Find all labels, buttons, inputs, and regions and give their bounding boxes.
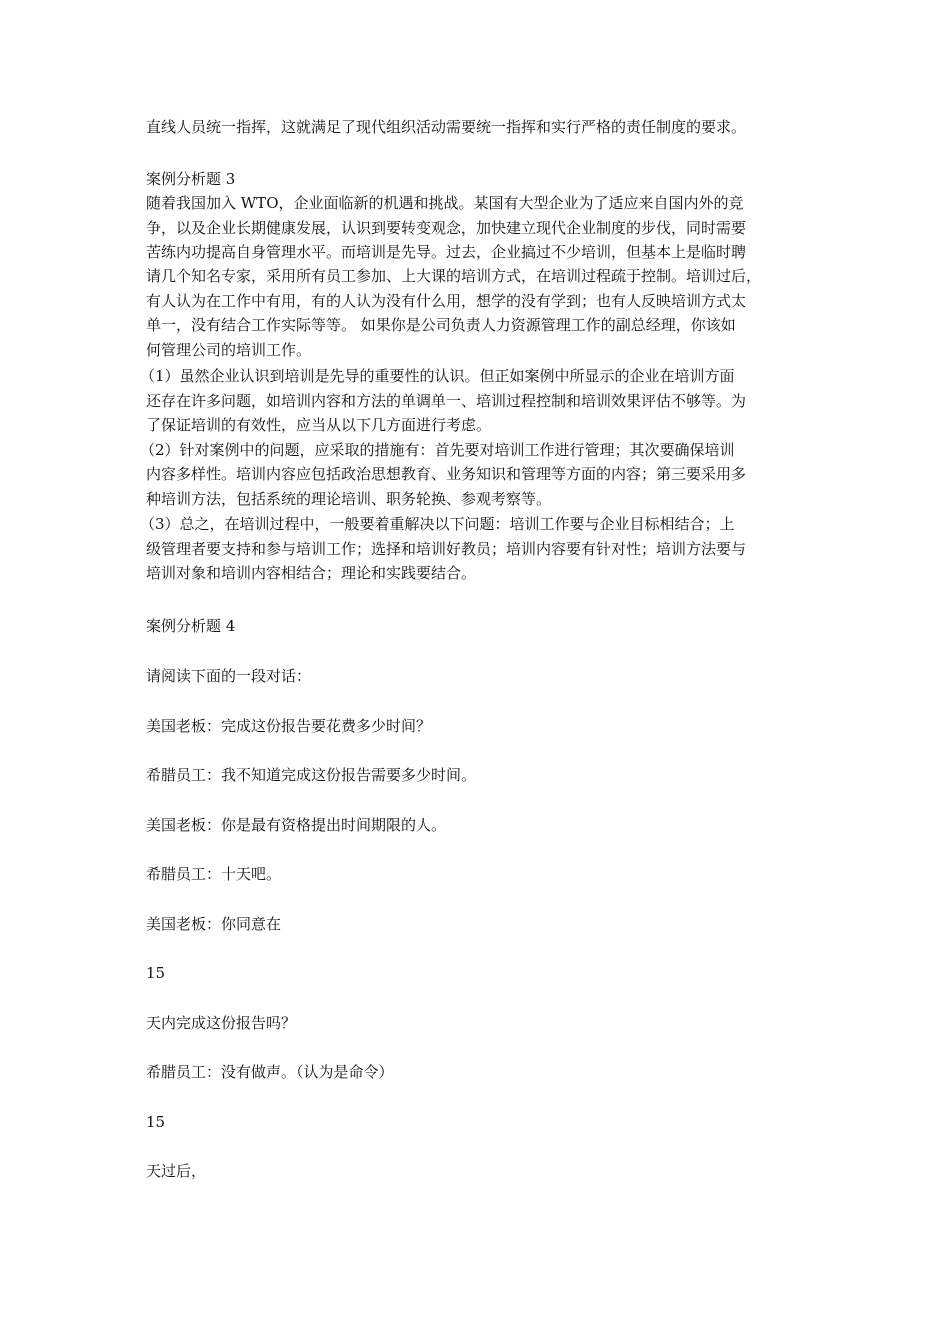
case3-answer-line: 还存在许多问题，如培训内容和方法的单调单一、培训过程控制和培训效果评估不够等。为: [146, 392, 747, 410]
case4-paragraph: 美国老板：完成这份报告要花费多少时间？: [146, 717, 432, 735]
case3-answer-line: 培训对象和培训内容相结合；理论和实践要结合。: [146, 564, 477, 582]
case4-paragraph: 美国老板：你同意在: [146, 915, 282, 933]
case3-line: 随着我国加入 WTO，企业面临新的机遇和挑战。某国有大型企业为了适应来自国内外的竞: [146, 194, 744, 212]
case4-paragraph: 15: [146, 964, 166, 982]
case4-paragraph: 天过后，: [146, 1162, 207, 1180]
case4-paragraph: 15: [146, 1113, 166, 1131]
case3-answer-line: 级管理者要支持和参与培训工作；选择和培训好教员；培训内容要有针对性；培训方法要与: [146, 540, 747, 558]
case3-line: 单一，没有结合工作实际等等。 如果你是公司负责人力资源管理工作的副总经理，你该如: [146, 316, 736, 334]
case4-paragraph: 希腊员工：十天吧。: [146, 865, 282, 883]
case3-answer-line: （1）虽然企业认识到培训是先导的重要性的认识。但正如案例中所显示的企业在培训方面: [140, 367, 735, 385]
case3-title: 案例分析题 3: [146, 170, 236, 188]
case3-answer-line: 内容多样性。培训内容应包括政治思想教育、业务知识和管理等方面的内容；第三要采用多: [146, 465, 747, 483]
intro-paragraph: 直线人员统一指挥，这就满足了现代组织活动需要统一指挥和实行严格的责任制度的要求。: [146, 118, 747, 136]
case4-paragraph: 希腊员工：我不知道完成这份报告需要多少时间。: [146, 766, 477, 784]
case3-answer-line: 种培训方法，包括系统的理论培训、职务轮换、参观考察等。: [146, 490, 552, 508]
case3-answer-line: （3）总之，在培训过程中，一般要着重解决以下问题：培训工作要与企业目标相结合；上: [140, 515, 735, 533]
case3-answer-line: 了保证培训的有效性，应当从以下几方面进行考虑。: [146, 416, 492, 434]
case3-line: 有人认为在工作中有用，有的人认为没有什么用，想学的没有学到；也有人反映培训方式太: [146, 292, 747, 310]
case3-answer-line: （2）针对案例中的问题，应采取的措施有：首先要对培训工作进行管理；其次要确保培训: [140, 441, 735, 459]
case4-paragraph: 请阅读下面的一段对话：: [146, 667, 312, 685]
case4-paragraph: 天内完成这份报告吗？: [146, 1014, 297, 1032]
case3-line: 争，以及企业长期健康发展，认识到要转变观念，加快建立现代企业制度的步伐，同时需要: [146, 219, 747, 237]
case4-paragraph: 希腊员工：没有做声。（认为是命令）: [146, 1063, 394, 1081]
case4-title: 案例分析题 4: [146, 617, 236, 635]
case3-line: 何管理公司的培训工作。: [146, 341, 312, 359]
case3-line: 请几个知名专家，采用所有员工参加、上大课的培训方式，在培训过程疏于控制。培训过后，: [146, 267, 762, 285]
case3-line: 苦练内功提高自身管理水平。而培训是先导。过去，企业搞过不少培训，但基本上是临时聘: [146, 243, 747, 261]
case4-paragraph: 美国老板：你是最有资格提出时间期限的人。: [146, 816, 447, 834]
